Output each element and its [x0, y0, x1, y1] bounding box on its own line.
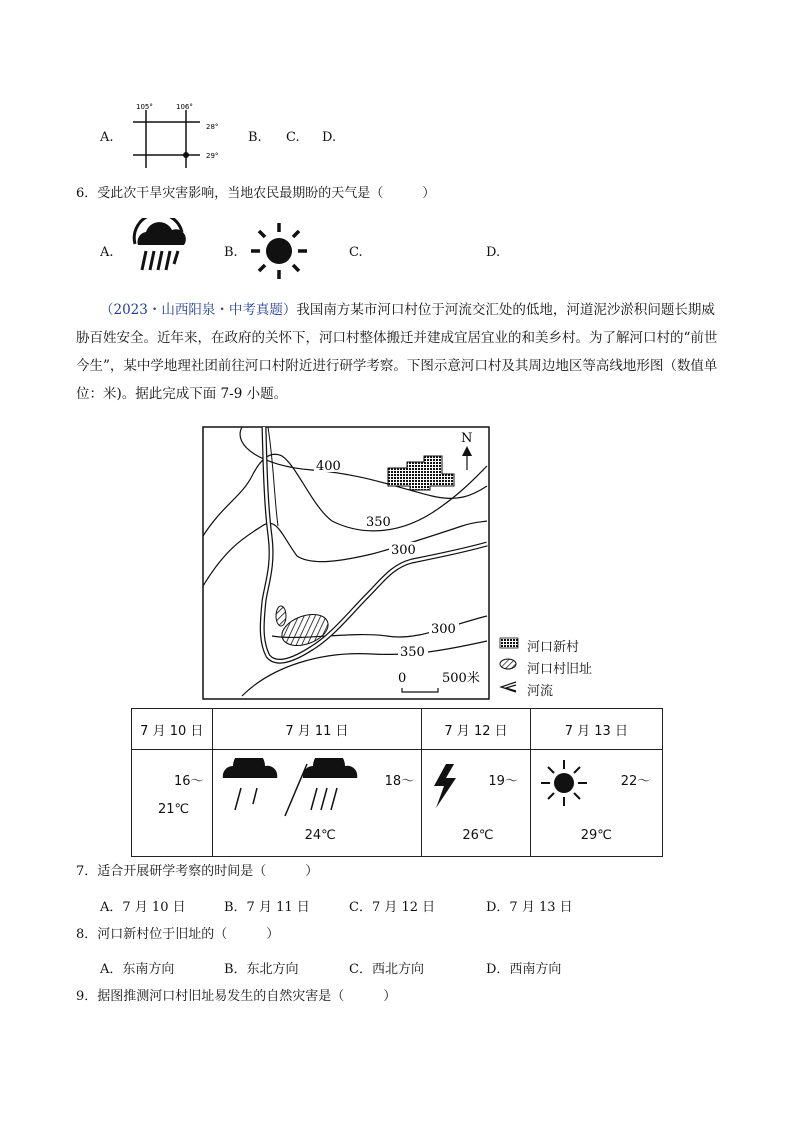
contour-label-300-lower: 300 [431, 622, 456, 637]
scale-end: 500米 [442, 671, 480, 686]
q8-option-d: D．西南方向 [486, 962, 562, 977]
weather-day-header: 7 月 11 日 [212, 709, 422, 750]
q7-option-d: D．7 月 13 日 [486, 900, 573, 915]
heavy-rain-cloud-icon [302, 758, 356, 778]
north-label: N [461, 431, 473, 446]
q6-stem: 6．受此次干旱灾害影响，当地农民最期盼的天气是（ ） [76, 186, 436, 201]
q7-option-c: C．7 月 12 日 [349, 900, 436, 915]
contour-label-350-lower: 350 [400, 645, 425, 660]
temp-low: 22～ [620, 774, 651, 789]
q8-option-a: A．东南方向 [100, 962, 175, 977]
rain-cloud-icon [132, 218, 187, 274]
q6-option-c-label: C. [349, 245, 363, 260]
legend-label-old-village: 河口村旧址 [527, 662, 593, 677]
scale-start: 0 [398, 671, 407, 686]
rain-cloud-icon [222, 758, 276, 778]
q6-option-b-label: B. [224, 245, 238, 260]
contour-map [202, 426, 492, 702]
q8-stem: 8．河口新村位于旧址的（ ） [76, 927, 280, 942]
passage-source: （2023・山西阳泉・中考真题） [100, 302, 297, 318]
temp-low: 19～ [488, 774, 518, 789]
q5-option-d-label: D. [322, 130, 337, 145]
q7-option-a: A．7 月 10 日 [100, 900, 186, 915]
sun-icon [539, 758, 589, 808]
temp-high: 24℃ [304, 828, 336, 843]
lightning-icon [430, 762, 460, 810]
grid-lat-label-2: 29° [206, 152, 219, 160]
grid-lon-label-1: 105° [136, 103, 153, 111]
weather-day-header: 7 月 12 日 [422, 709, 530, 750]
passage-text: 我国南方某市河口村位于河流交汇处的低地，河道泥沙淤积问题长期威胁百姓安全。近年来，在政府的关怀下，河口村整体搬迁并建成宜居宜业的和美乡村。为了解河口村的“前世今生”，某中学地理社团前往河口村附近进行研学考察。下图示意河口村及其周边地区等高线地形图（数值单位：米)。据此完成下面 7-9 小题。 [76, 302, 718, 402]
q9-stem: 9．据图推测河口村旧址易发生的自然灾害是（ ） [76, 989, 397, 1004]
grid-lat-label-1: 28° [206, 123, 219, 131]
weather-cell-day3 [422, 750, 530, 857]
hatch-pattern-icon [500, 659, 516, 669]
q8-option-c: C．西北方向 [349, 962, 424, 977]
weather-cell-day1 [132, 750, 213, 857]
passage-paragraph [76, 296, 724, 408]
q5-option-a-label: A. [100, 130, 114, 145]
map-legend-icons [498, 636, 520, 696]
q8-option-b: B．东北方向 [224, 962, 299, 977]
legend-label-new-village: 河口新村 [527, 640, 580, 655]
q7-option-b: B．7 月 11 日 [224, 900, 310, 915]
legend-label-river: 河流 [527, 684, 554, 699]
q5-option-b-label: B. [248, 130, 262, 145]
q7-stem: 7．适合开展研学考察的时间是（ ） [76, 864, 319, 879]
weather-forecast-table [131, 708, 663, 857]
weather-day-header: 7 月 13 日 [530, 709, 662, 750]
q5-option-c-label: C. [286, 130, 300, 145]
grid-pattern-icon [500, 638, 518, 648]
temp-high: 26℃ [462, 828, 494, 843]
temp-high: 29℃ [580, 828, 612, 843]
contour-label-300-upper: 300 [391, 543, 416, 558]
grid-lon-label-2: 106° [176, 103, 193, 111]
temp-high: 21℃ [158, 802, 190, 817]
q6-option-d-label: D. [486, 245, 501, 260]
sun-icon [248, 220, 310, 282]
lat-lon-grid-figure [128, 100, 228, 168]
weather-cell-day4 [530, 750, 662, 857]
weather-day-header: 7 月 10 日 [132, 709, 213, 750]
weather-cell-day2 [212, 750, 422, 857]
contour-label-400: 400 [316, 459, 341, 474]
temp-low: 16～ [174, 774, 204, 789]
temp-low: 18～ [384, 774, 415, 789]
q6-option-a-label: A. [100, 245, 114, 260]
contour-label-350-upper: 350 [366, 515, 391, 530]
rain-to-heavy-rain-icon [221, 758, 371, 828]
